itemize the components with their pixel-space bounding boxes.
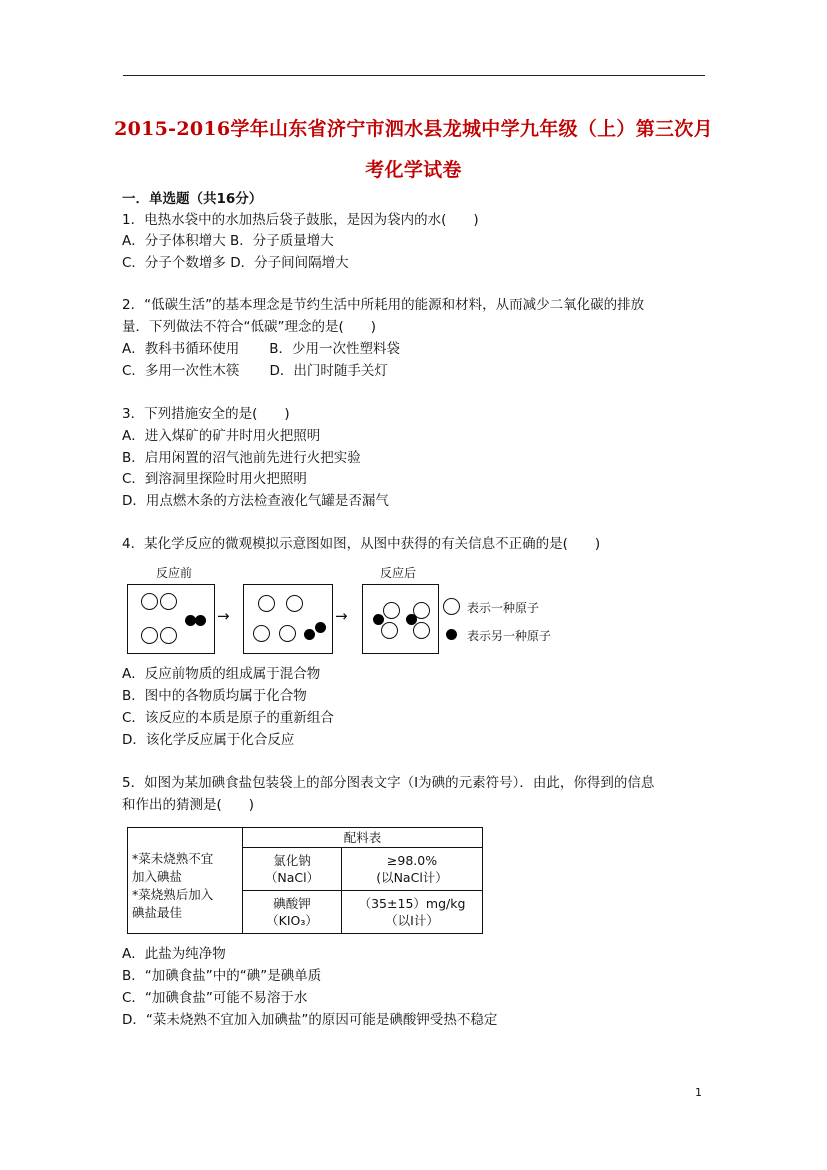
table-notes (128, 848, 243, 934)
q2-stem-2: 量．下列做法不符合“低碳”理念的是( ) (122, 319, 377, 335)
white-atom (253, 625, 270, 642)
header-rule (123, 75, 705, 76)
q3-option-c: C．到溶洞里探险时用火把照明 (122, 471, 307, 487)
q4-stem: 4．某化学反应的微观模拟示意图如图，从图中获得的有关信息不正确的是( ) (122, 536, 601, 552)
table-cell-nacl-value (342, 848, 483, 891)
q4-option-a: A．反应前物质的组成属于混合物 (122, 666, 321, 682)
q5-option-a: A．此盐为纯净物 (122, 946, 226, 962)
legend-white-label: 表示一种原子 (467, 601, 540, 615)
ingredient-table (127, 827, 483, 934)
white-atom (141, 593, 158, 610)
before-box (127, 584, 215, 654)
q3-option-d: D．用点燃木条的方法检查液化气罐是否漏气 (122, 493, 389, 509)
page-title-line1: 2015-2016学年山东省济宁市泗水县龙城中学九年级（上）第三次月 (114, 118, 713, 140)
q5-option-b: B．“加碘食盐”中的“碘”是碘单质 (122, 968, 322, 984)
q4-option-c: C．该反应的本质是原子的重新组合 (122, 710, 334, 726)
q2-stem-1: 2．“低碳生活”的基本理念是节约生活中所耗用的能源和材料，从而减少二氧化碳的排放 (122, 297, 645, 313)
q5-stem-1: 5．如图为某加碘食盐包装袋上的部分图表文字（I为碘的元素符号）．由此，你得到的信息 (122, 775, 655, 791)
arrow-icon: → (217, 607, 230, 625)
legend-white-atom (443, 598, 460, 615)
q1-option-c: C．分子个数增多 (122, 255, 226, 271)
table-cell-kio3 (243, 891, 342, 934)
q2-options-cd (122, 362, 388, 380)
q1-options-cd (122, 254, 349, 272)
white-atom (381, 622, 398, 639)
white-atom (413, 622, 430, 639)
table-cell-text: 碘酸钾 (273, 896, 311, 911)
q1-stem: 1．电热水袋中的水加热后袋子鼓胀，是因为袋内的水( ) (122, 212, 479, 228)
white-atom (286, 595, 303, 612)
q3-option-a: A．进入煤矿的矿井时用火把照明 (122, 428, 321, 444)
white-atom (160, 627, 177, 644)
q1-option-a: A．分子体积增大 (122, 233, 226, 249)
table-cell-kio3-value (342, 891, 483, 934)
table-cell-nacl (243, 848, 342, 891)
q2-option-b: B．少用一次性塑料袋 (269, 341, 401, 357)
table-cell-text: 氯化钠 (273, 853, 311, 868)
legend-black-atom (446, 629, 457, 640)
q4-option-b: B．图中的各物质均属于化合物 (122, 688, 307, 704)
table-note: 加入碘盐 (132, 868, 183, 884)
table-cell-text: ≥98.0% (386, 853, 438, 868)
q1-option-d: D．分子间间隔增大 (230, 255, 349, 271)
q5-stem-2: 和作出的猜测是( ) (122, 797, 255, 813)
q1-options-ab (122, 232, 334, 250)
page-number: 1 (695, 1086, 702, 1099)
black-atom (315, 622, 326, 633)
table-cell-text: （以I计） (385, 913, 439, 928)
q5-option-c: C．“加碘食盐”可能不易溶于水 (122, 990, 308, 1006)
table-header: 配料表 (243, 828, 483, 848)
black-atom (373, 614, 384, 625)
table-note: 碘盐最佳 (132, 904, 183, 920)
white-atom (258, 595, 275, 612)
legend-black-label: 表示另一种原子 (467, 629, 552, 643)
table-note: *菜烧熟后加入 (132, 886, 214, 902)
table-cell-text: (以NaCl计） (376, 870, 448, 885)
q2-option-d: D．出门时随手关灯 (269, 363, 388, 379)
q1-option-b: B．分子质量增大 (230, 233, 334, 249)
after-label: 反应后 (380, 566, 417, 580)
table-note: *菜未烧熟不宜 (132, 850, 214, 866)
q4-option-d: D．该化学反应属于化合反应 (122, 732, 295, 748)
section-heading: 一．单选题（共16分） (122, 191, 263, 207)
q3-option-b: B．启用闲置的沼气池前先进行火把实验 (122, 450, 361, 466)
table-cell-text: （KIO₃） (266, 913, 318, 928)
arrow-icon: → (335, 607, 348, 625)
white-atom (160, 593, 177, 610)
q2-option-c: C．多用一次性木筷 (122, 363, 240, 379)
table-cell-text: （35±15）mg/kg (358, 896, 466, 911)
white-atom (383, 602, 400, 619)
page-title-line2: 考化学试卷 (365, 159, 462, 181)
black-atom (195, 615, 206, 626)
q2-options-ab (122, 340, 400, 358)
q2-option-a: A．教科书循环使用 (122, 341, 240, 357)
white-atom (279, 625, 296, 642)
q5-option-d: D．“菜未烧熟不宜加入加碘盐”的原因可能是碘酸钾受热不稳定 (122, 1012, 498, 1028)
q3-stem: 3．下列措施安全的是( ) (122, 406, 290, 422)
after-box (362, 584, 439, 654)
table-cell-text: （NaCl） (264, 870, 320, 885)
black-atom (304, 629, 315, 640)
before-label: 反应前 (156, 566, 193, 580)
middle-box (243, 584, 333, 654)
white-atom (141, 627, 158, 644)
